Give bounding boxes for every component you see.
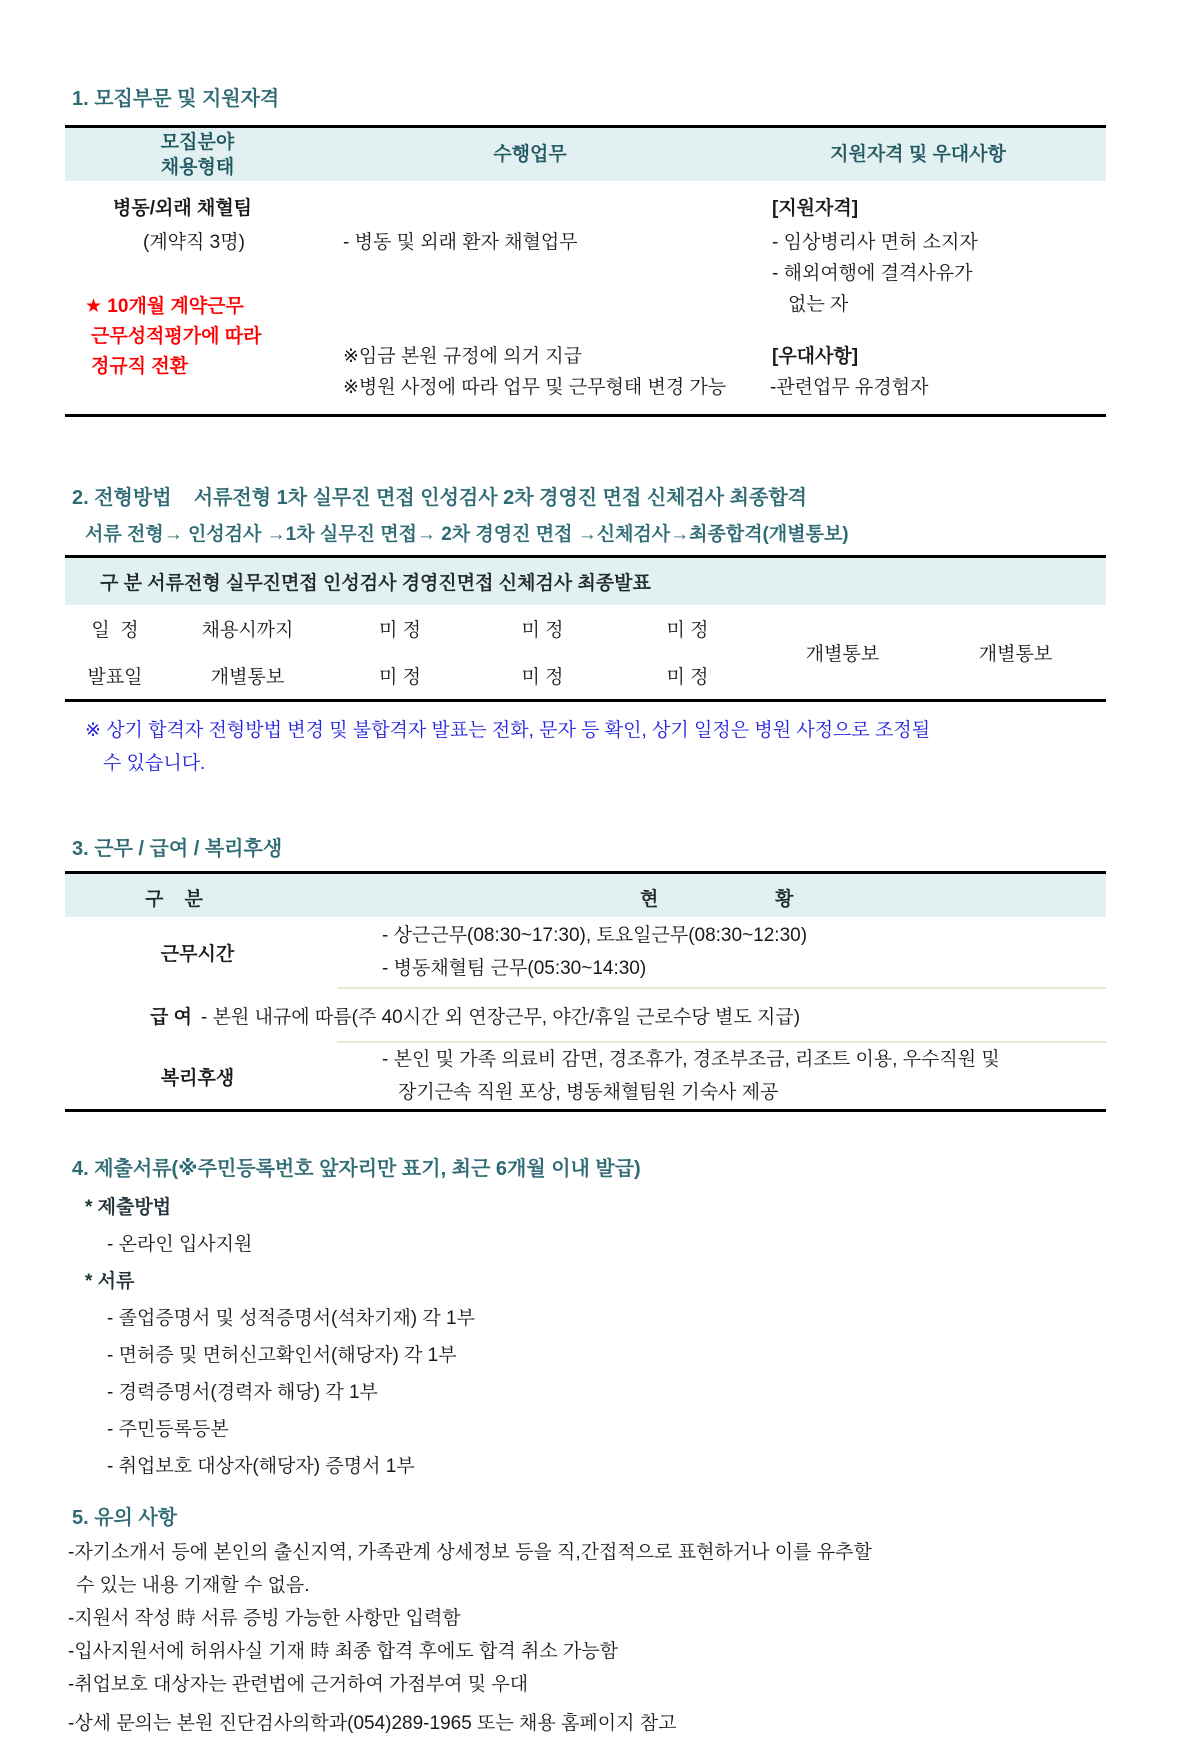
recruit-table-header-row xyxy=(65,128,1106,181)
recruit-team: 병동/외래 채혈팀 xyxy=(113,198,253,219)
document-item: - 면허증 및 면허신고확인서(해당자) 각 1부 xyxy=(107,1345,457,1366)
selection-flow: 서류 전형→ 인성검사 →1차 실무진 면접→ 2차 경영진 면접 →신체검사→최종합격(개별통보) xyxy=(85,524,849,545)
notice-list xyxy=(65,1536,1106,1740)
work-hours-label: 근무시간 xyxy=(160,943,235,965)
section2-title: 2. 전형방법 서류전형 1차 실무진 면접 인성검사 2차 경영진 면접 신체검사 최종합격 xyxy=(72,487,807,509)
section5-title: 5. 유의 사항 xyxy=(72,1507,178,1529)
contract-note-line3: 정규직 전환 xyxy=(91,356,189,377)
announce-row-label: 발표일 xyxy=(87,667,143,688)
announce-cell-interview2: 미 정 xyxy=(666,667,709,688)
header-cell-category xyxy=(65,128,330,181)
schedule-change-note xyxy=(65,714,1106,780)
header-category-line1: 모집분야 xyxy=(160,131,235,153)
document-item: - 졸업증명서 및 성적증명서(석차기재) 각 1부 xyxy=(107,1308,475,1329)
duty-item: - 병동 및 외래 환자 채혈업무 xyxy=(343,232,578,253)
preferred-title: [우대사항] xyxy=(772,346,859,367)
submission-method-item: - 온라인 입사지원 xyxy=(107,1234,253,1255)
schedule-change-note-line2: 수 있습니다. xyxy=(103,753,206,774)
welfare-line2: 장기근속 직원 포상, 병동채혈팀원 기숙사 제공 xyxy=(398,1082,779,1103)
schedule-cell-physical-merged: 개별통보 xyxy=(805,643,880,665)
notice-line-wrap: 수 있는 내용 기재할 수 없음. xyxy=(76,1575,310,1596)
work-hours-row xyxy=(65,917,1106,987)
header-cell-qualification xyxy=(730,128,1106,181)
preferred-item: -관련업무 유경험자 xyxy=(770,377,929,398)
contract-note-line1: ★ 10개월 계약근무 xyxy=(85,296,244,317)
salary-row xyxy=(65,989,1106,1041)
recruit-headcount: (계약직 3명) xyxy=(143,232,245,253)
document-item: - 주민등록등본 xyxy=(107,1419,229,1440)
qualification-title: [지원자격] xyxy=(772,198,859,219)
work-conditions-table xyxy=(65,871,1106,1112)
notice-line: -취업보호 대상자는 관련법에 근거하여 가점부여 및 우대 xyxy=(68,1674,529,1695)
schedule-cell-final-merged: 개별통보 xyxy=(978,643,1053,665)
submission-method-title: * 제출방법 xyxy=(85,1197,172,1218)
work-table-header xyxy=(65,874,1106,917)
qualification-item2: - 해외여행에 결격사유가 xyxy=(772,263,973,284)
announce-cell-interview1: 미 정 xyxy=(379,667,421,688)
announce-cell-document: 개별통보 xyxy=(210,667,285,688)
schedule-table-body xyxy=(65,605,1106,699)
section4-title: 4. 제출서류(※주민등록번호 앞자리만 표기, 최근 6개월 이내 발급) xyxy=(72,1158,641,1180)
schedule-cell-personality: 미 정 xyxy=(521,620,564,641)
recruit-table xyxy=(65,125,1106,417)
welfare-content xyxy=(330,1043,1106,1109)
qualification-item2-cont: 없는 자 xyxy=(788,294,849,315)
notice-line: -입사지원서에 허위사실 기재 時 최종 합격 후에도 합격 취소 가능함 xyxy=(68,1641,619,1662)
contact-line: -상세 문의는 본원 진단검사의학과(054)289-1965 또는 채용 홈페이지 참고 xyxy=(68,1713,677,1734)
document-item: - 취업보호 대상자(해당자) 증명서 1부 xyxy=(107,1456,415,1477)
schedule-cell-document: 채용시까지 xyxy=(201,620,294,641)
welfare-label: 복리후생 xyxy=(160,1067,235,1089)
schedule-cell-interview1: 미 정 xyxy=(379,620,421,641)
schedule-table-header: 구 분 서류전형 실무진면접 인성검사 경영진면접 신체검사 최종발표 xyxy=(65,558,1106,605)
work-change-note: ※병원 사정에 따라 업무 및 근무형태 변경 가능 xyxy=(343,377,727,398)
welfare-line1: - 본인 및 가족 의료비 감면, 경조휴가, 경조부조금, 리조트 이용, 우수직원 및 xyxy=(382,1049,1000,1070)
schedule-cell-interview2: 미 정 xyxy=(666,620,709,641)
header-status-label-1: 현 xyxy=(640,889,659,910)
schedule-row-label: 일 정 xyxy=(91,620,139,641)
welfare-row xyxy=(65,1043,1106,1109)
header-category-line2: 채용형태 xyxy=(160,156,235,178)
document-item: - 경력증명서(경력자 해당) 각 1부 xyxy=(107,1382,378,1403)
announce-cell-personality: 미 정 xyxy=(521,667,564,688)
pay-rule-note: ※임금 본원 규정에 의거 지급 xyxy=(343,346,582,367)
notice-line: -자기소개서 등에 본인의 출신지역, 가족관계 상세정보 등을 직,간접적으로 표현하거나 이를 유추할 xyxy=(68,1542,872,1563)
salary-text: - 본원 내규에 따름(주 40시간 외 연장근무, 야간/휴일 근로수당 별도 지급) xyxy=(201,1006,801,1028)
section3-title: 3. 근무 / 급여 / 복리후생 xyxy=(72,838,283,860)
qualification-item1: - 임상병리사 면허 소지자 xyxy=(772,232,978,253)
work-hours-line2: - 병동채혈팀 근무(05:30~14:30) xyxy=(382,958,647,979)
header-duties-label: 수행업무 xyxy=(493,144,567,165)
documents-title: * 서류 xyxy=(85,1271,135,1292)
submission-list xyxy=(65,1189,1106,1485)
work-hours-content xyxy=(330,919,1106,985)
header-category-label: 구 분 xyxy=(145,889,203,910)
section1-title: 1. 모집부문 및 지원자격 xyxy=(72,88,280,110)
notice-line: -지원서 작성 時 서류 증빙 가능한 사항만 입력함 xyxy=(68,1608,461,1629)
schedule-table xyxy=(65,555,1106,702)
header-status-label-2: 황 xyxy=(775,889,794,910)
recruit-table-body xyxy=(65,181,1106,414)
salary-label: 급 여 xyxy=(150,1006,192,1028)
work-hours-line1: - 상근근무(08:30~17:30), 토요일근무(08:30~12:30) xyxy=(382,925,808,946)
header-qualification-label: 지원자격 및 우대사항 xyxy=(830,144,1006,165)
header-cell-duties xyxy=(330,128,730,181)
schedule-change-note-line1: ※ 상기 합격자 전형방법 변경 및 불합격자 발표는 전화, 문자 등 확인, 상기 일정은 병원 사정으로 조정될 xyxy=(85,720,931,741)
contract-note-line2: 근무성적평가에 따라 xyxy=(91,326,262,347)
